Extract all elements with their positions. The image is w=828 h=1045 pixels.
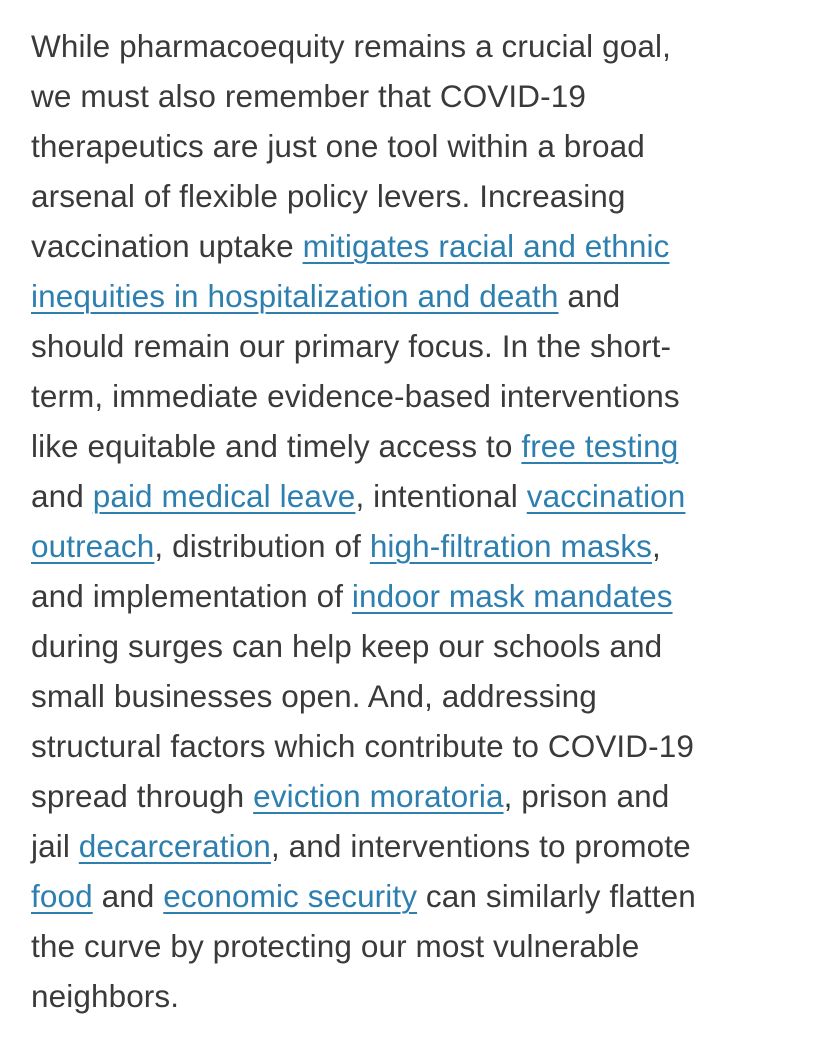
- text-line: [31, 21, 821, 71]
- paragraph-text: should remain our primary focus. In the short-: [31, 328, 672, 364]
- text-line: [31, 321, 821, 371]
- paragraph-text: small businesses open. And, addressing: [31, 678, 597, 714]
- text-line: [31, 221, 821, 271]
- link-indoor-mask-mandates[interactable]: indoor mask mandates: [351, 578, 673, 614]
- link-vaccination-outreach[interactable]: outreach: [31, 528, 155, 564]
- text-line: [31, 771, 821, 821]
- paragraph-text: and: [92, 878, 164, 914]
- link-economic-security[interactable]: economic security: [163, 878, 418, 914]
- paragraph-text: therapeutics are just one tool within a broad: [31, 128, 645, 164]
- paragraph-text: , prison and: [503, 778, 670, 814]
- paragraph-text: structural factors which contribute to COVID-19: [31, 728, 694, 764]
- paragraph-text: , distribution of: [154, 528, 370, 564]
- link-vaccination-outreach[interactable]: vaccination: [526, 478, 686, 514]
- paragraph-text: ,: [652, 528, 661, 564]
- paragraph-text: term, immediate evidence-based interventions: [31, 378, 680, 414]
- link-mitigates-inequities[interactable]: inequities in hospitalization and death: [31, 278, 559, 314]
- link-eviction-moratoria[interactable]: eviction moratoria: [253, 778, 504, 814]
- text-line: [31, 471, 821, 521]
- paragraph-text: can similarly flatten: [417, 878, 696, 914]
- link-food[interactable]: food: [31, 878, 93, 914]
- text-line: [31, 71, 821, 121]
- paragraph-text: vaccination uptake: [31, 228, 303, 264]
- link-free-testing[interactable]: free testing: [521, 428, 679, 464]
- paragraph-text: during surges can help keep our schools and: [31, 628, 663, 664]
- paragraph-text: and: [31, 478, 93, 514]
- text-line: [31, 171, 821, 221]
- paragraph-text: spread through: [31, 778, 254, 814]
- paragraph-text: and: [558, 278, 621, 314]
- text-line: [31, 271, 821, 321]
- article-paragraph: [31, 21, 821, 1021]
- paragraph-text: and implementation of: [31, 578, 352, 614]
- text-line: [31, 371, 821, 421]
- paragraph-text: , and interventions to promote: [270, 828, 691, 864]
- link-high-filtration-masks[interactable]: high-filtration masks: [369, 528, 653, 564]
- link-paid-medical-leave[interactable]: paid medical leave: [92, 478, 356, 514]
- text-line: [31, 721, 821, 771]
- paragraph-text: arsenal of flexible policy levers. Increasing: [31, 178, 626, 214]
- text-line: [31, 421, 821, 471]
- text-line: [31, 571, 821, 621]
- text-line: [31, 971, 821, 1021]
- text-line: [31, 921, 821, 971]
- text-line: [31, 521, 821, 571]
- paragraph-text: neighbors.: [31, 978, 180, 1014]
- link-decarceration[interactable]: decarceration: [78, 828, 271, 864]
- paragraph-text: , intentional: [355, 478, 527, 514]
- text-line: [31, 621, 821, 671]
- paragraph-text: jail: [31, 828, 79, 864]
- paragraph-text: While pharmacoequity remains a crucial goal,: [31, 28, 671, 64]
- text-line: [31, 671, 821, 721]
- text-line: [31, 121, 821, 171]
- paragraph-text: we must also remember that COVID-19: [31, 78, 586, 114]
- text-line: [31, 871, 821, 921]
- text-line: [31, 821, 821, 871]
- paragraph-text: the curve by protecting our most vulnerable: [31, 928, 640, 964]
- paragraph-text: like equitable and timely access to: [31, 428, 522, 464]
- link-mitigates-inequities[interactable]: mitigates racial and ethnic: [302, 228, 670, 264]
